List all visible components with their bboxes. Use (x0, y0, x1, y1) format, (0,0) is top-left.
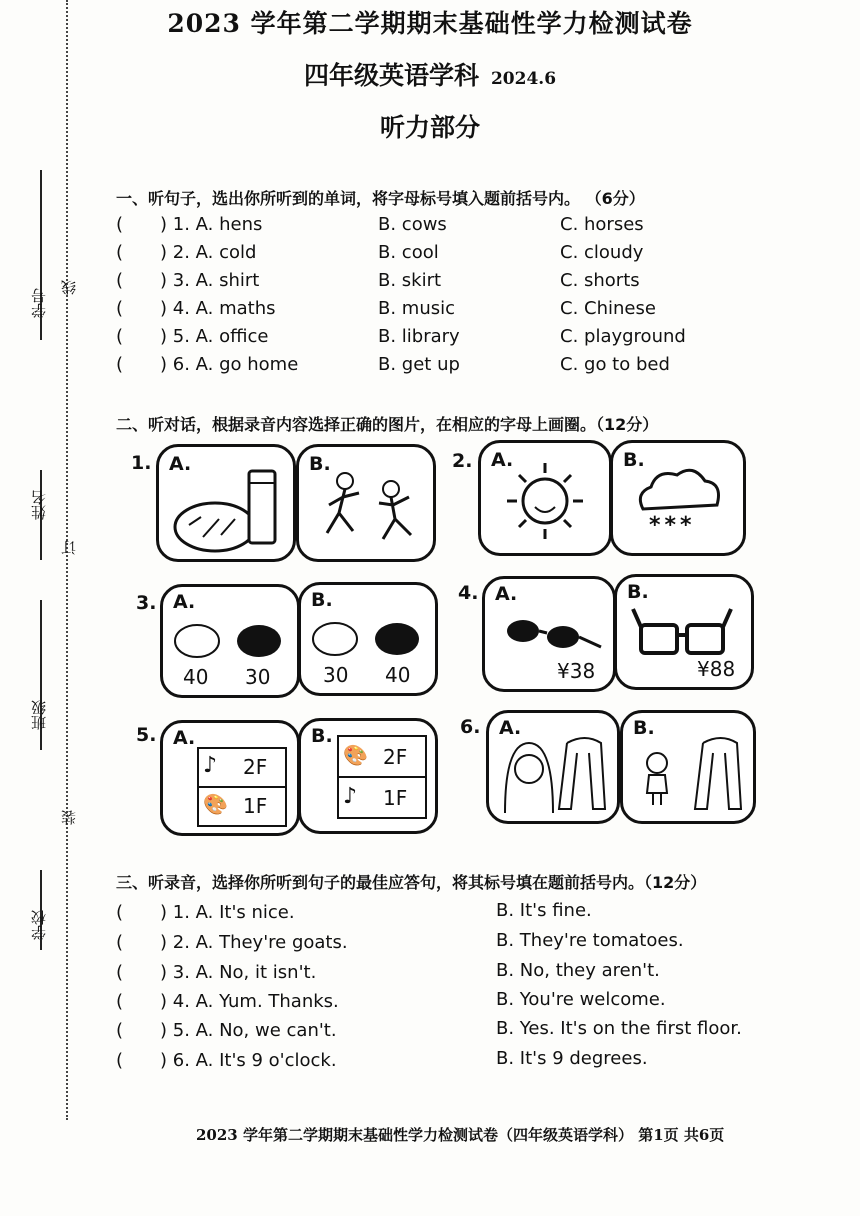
exam-title: 2023 学年第二学期期末基础性学力检测试卷 (167, 9, 693, 38)
bread-milk-icon (159, 447, 293, 559)
answer-bracket[interactable]: ( (116, 932, 124, 953)
q3-a-black-count: 30 (245, 665, 271, 689)
answer-bracket[interactable]: ( (116, 962, 124, 983)
section3-option-a: ) 3. A. No, it isn't. (160, 962, 317, 983)
section1-option-a: ) 1. A. hens (160, 214, 263, 235)
q5-a-building (197, 747, 287, 827)
running-kids-icon (299, 447, 433, 559)
q4-a-price: ¥38 (557, 659, 596, 683)
section1-option-c: C. shorts (560, 270, 640, 291)
q4-b-price: ¥88 (697, 657, 736, 681)
q5-option-b[interactable] (298, 718, 438, 834)
woman-scarf-icon (489, 713, 617, 821)
q4-b-letter: B. (627, 581, 649, 603)
answer-bracket[interactable]: ( (116, 1050, 124, 1071)
section1-option-b: B. cool (378, 242, 439, 263)
section3-option-b: B. No, they aren't. (496, 960, 660, 981)
answer-bracket[interactable]: ( (116, 214, 124, 235)
section1-option-a: ) 6. A. go home (160, 354, 299, 375)
section3-option-b: B. It's 9 degrees. (496, 1048, 648, 1069)
section1-option-c: C. playground (560, 326, 686, 347)
part-title: 听力部分 (379, 113, 480, 142)
section3-option-a: ) 6. A. It's 9 o'clock. (160, 1050, 337, 1071)
q1-b-letter: B. (309, 453, 331, 475)
q2-b-letter: B. (623, 449, 645, 471)
girl-scarf-icon (623, 713, 753, 821)
answer-bracket[interactable]: ( (116, 991, 124, 1012)
section3-option-b: B. It's fine. (496, 900, 592, 921)
answer-bracket[interactable]: ( (116, 242, 124, 263)
answer-bracket[interactable]: ( (116, 298, 124, 319)
page-footer: 2023 学年第二学期期末基础性学力检测试卷（四年级英语学科） 第1页 共6页 (196, 1126, 725, 1144)
q3-a-white-count: 40 (183, 665, 209, 689)
answer-bracket[interactable]: ( (116, 270, 124, 291)
q1-option-a[interactable] (156, 444, 296, 562)
q4-number: 4. (458, 582, 479, 604)
answer-bracket[interactable]: ( (116, 326, 124, 347)
q6-option-b[interactable] (620, 710, 756, 824)
section1-option-b: B. get up (378, 354, 460, 375)
section1-option-c: C. horses (560, 214, 644, 235)
q3-b-letter: B. (311, 589, 333, 611)
q5-a-top-floor: 2F (243, 755, 268, 779)
section1-option-c: C. Chinese (560, 298, 656, 319)
q3-option-a[interactable] (160, 584, 300, 698)
bind-char: 订 (60, 540, 78, 555)
q2-option-a[interactable] (478, 440, 612, 556)
section1-option-a: ) 2. A. cold (160, 242, 257, 263)
q2-option-b[interactable] (610, 440, 746, 556)
palette-icon: 🎨 (343, 743, 368, 767)
q1-number: 1. (131, 452, 152, 474)
section1-option-b: B. cows (378, 214, 447, 235)
q5-a-letter: A. (173, 727, 196, 749)
section1-option-b: B. music (378, 298, 456, 319)
section1-option-a: ) 3. A. shirt (160, 270, 260, 291)
sheep-icon (301, 585, 435, 693)
section3-heading: 三、听录音，选择你所听到句子的最佳应答句，将其标号填在题前括号内。（12分） (116, 873, 707, 892)
section1-option-a: ) 4. A. maths (160, 298, 276, 319)
q6-option-a[interactable] (486, 710, 620, 824)
exam-date: 2024.6 (490, 69, 557, 89)
name-label: 姓名 (30, 490, 48, 520)
section3-option-b: B. They're tomatoes. (496, 930, 684, 951)
q4-option-b[interactable] (614, 574, 754, 690)
q5-a-bottom-floor: 1F (243, 794, 268, 818)
q3-option-b[interactable] (298, 582, 438, 696)
section1-option-a: ) 5. A. office (160, 326, 269, 347)
palette-icon: 🎨 (203, 792, 228, 816)
section2-heading: 二、听对话，根据录音内容选择正确的图片，在相应的字母上画圈。（12分） (116, 415, 659, 434)
binding-dotted-line (66, 0, 68, 1120)
subject-label: 四年级英语学科 (303, 61, 479, 90)
q1-a-letter: A. (169, 453, 192, 475)
section1-option-c: C. cloudy (560, 242, 644, 263)
music-note-icon: ♪ (343, 784, 358, 809)
school-label: 学校 (30, 910, 48, 940)
q3-b-black-count: 40 (385, 663, 411, 687)
q3-a-letter: A. (173, 591, 196, 613)
answer-bracket[interactable]: ( (116, 902, 124, 923)
line-char: 线 (60, 280, 78, 295)
section3-option-a: ) 1. A. It's nice. (160, 902, 295, 923)
q4-a-letter: A. (495, 583, 518, 605)
sun-icon (481, 443, 609, 553)
q6-b-letter: B. (633, 717, 655, 739)
section1-option-b: B. library (378, 326, 460, 347)
q2-number: 2. (452, 450, 473, 472)
section1-heading: 一、听句子，选出你所听到的单词，将字母标号填入题前括号内。 （6分） (116, 189, 645, 208)
q1-option-b[interactable] (296, 444, 436, 562)
section1-option-c: C. go to bed (560, 354, 670, 375)
section3-option-a: ) 5. A. No, we can't. (160, 1020, 337, 1041)
student-no-label: 学号 (30, 288, 48, 318)
answer-bracket[interactable]: ( (116, 1020, 124, 1041)
section1-option-b: B. skirt (378, 270, 442, 291)
q5-number: 5. (136, 724, 157, 746)
answer-bracket[interactable]: ( (116, 354, 124, 375)
q3-b-white-count: 30 (323, 663, 349, 687)
q6-number: 6. (460, 716, 481, 738)
section3-option-a: ) 4. A. Yum. Thanks. (160, 991, 339, 1012)
q5-b-top-floor: 2F (383, 745, 408, 769)
q5-option-a[interactable] (160, 720, 300, 836)
music-note-icon: ♪ (203, 753, 218, 778)
class-label: 班级 (30, 700, 48, 730)
q5-b-bottom-floor: 1F (383, 786, 408, 810)
q4-option-a[interactable] (482, 576, 616, 692)
seal-char: 装 (60, 810, 78, 825)
exam-subtitle (0, 56, 860, 92)
q5-b-letter: B. (311, 725, 333, 747)
section3-option-b: B. Yes. It's on the first floor. (496, 1018, 742, 1039)
section3-option-a: ) 2. A. They're goats. (160, 932, 348, 953)
q5-b-building (337, 735, 427, 819)
snow-marks: *** (649, 513, 696, 538)
section3-option-b: B. You're welcome. (496, 989, 666, 1010)
q6-a-letter: A. (499, 717, 522, 739)
q3-number: 3. (136, 592, 157, 614)
q2-a-letter: A. (491, 449, 514, 471)
